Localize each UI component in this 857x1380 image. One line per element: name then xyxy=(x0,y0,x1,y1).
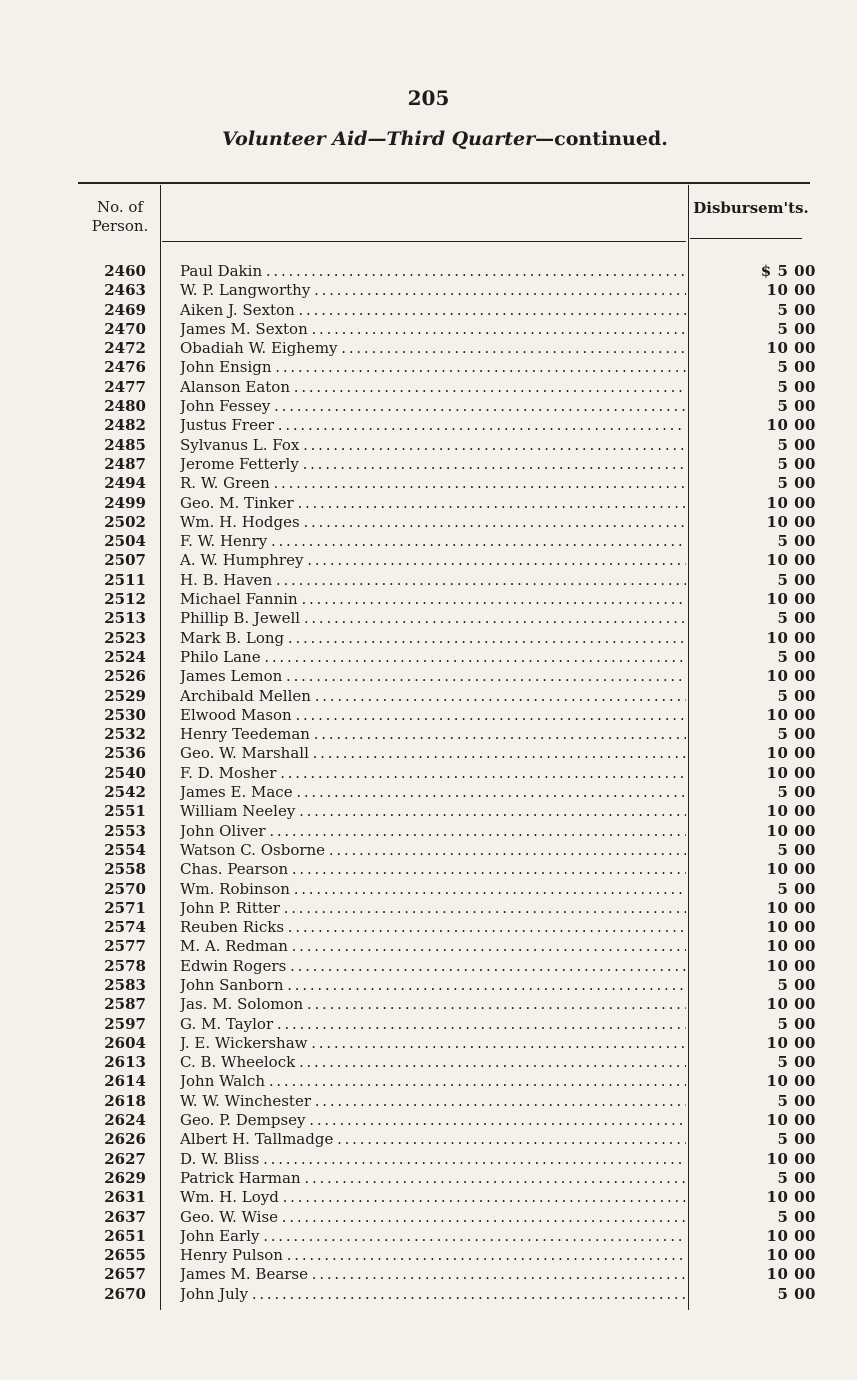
person-number: 2524 xyxy=(104,647,146,666)
person-name: Reuben Ricks . . . xyxy=(180,918,686,937)
table-row xyxy=(0,339,857,358)
disbursement-amount: 5 00 xyxy=(777,840,816,859)
disbursement-amount: 10 00 xyxy=(766,995,816,1014)
person-number: 2507 xyxy=(104,551,146,570)
person-name: John Oliver . . . xyxy=(180,822,686,841)
person-number: 2631 xyxy=(104,1188,146,1207)
table-row xyxy=(0,764,857,783)
person-name: Geo. M. Tinker . . . xyxy=(180,494,686,513)
person-name: M. A. Redman . . . xyxy=(180,937,686,956)
person-name: F. D. Mosher . . . xyxy=(180,764,686,783)
disbursement-amount: 10 00 xyxy=(766,937,816,956)
person-name: Alanson Eaton . . . xyxy=(180,378,686,397)
table-row xyxy=(0,667,857,686)
person-number: 2540 xyxy=(104,763,146,782)
person-number: 2558 xyxy=(104,860,146,879)
disbursement-amount: 5 00 xyxy=(777,454,816,473)
disbursement-amount: 10 00 xyxy=(766,705,816,724)
person-number: 2480 xyxy=(104,397,146,416)
person-name: James Lemon . . . xyxy=(180,667,686,686)
person-number: 2487 xyxy=(104,454,146,473)
person-name: Justus Freer . . . xyxy=(180,416,686,435)
person-number: 2469 xyxy=(104,300,146,319)
ledger-rows xyxy=(0,262,857,1304)
person-number: 2627 xyxy=(104,1149,146,1168)
person-number: 2553 xyxy=(104,821,146,840)
table-row xyxy=(0,494,857,513)
person-name: John P. Ritter . . . xyxy=(180,899,686,918)
table-row xyxy=(0,706,857,725)
person-name: Chas. Pearson . . . xyxy=(180,860,686,879)
person-name: Henry Teedeman . . . xyxy=(180,725,686,744)
table-row xyxy=(0,976,857,995)
disbursement-amount: 10 00 xyxy=(766,956,816,975)
person-name: Wm. H. Hodges . . . xyxy=(180,513,686,532)
person-number: 2511 xyxy=(104,570,146,589)
person-number: 2618 xyxy=(104,1091,146,1110)
person-number: 2570 xyxy=(104,879,146,898)
table-row xyxy=(0,957,857,976)
table-row xyxy=(0,1208,857,1227)
table-row xyxy=(0,609,857,628)
person-number: 2513 xyxy=(104,609,146,628)
table-row xyxy=(0,397,857,416)
person-name: John Early . . . xyxy=(180,1227,686,1246)
person-name: Geo. W. Marshall . . . xyxy=(180,744,686,763)
person-number: 2529 xyxy=(104,686,146,705)
table-row xyxy=(0,918,857,937)
table-row xyxy=(0,783,857,802)
table-row xyxy=(0,1111,857,1130)
person-number: 2532 xyxy=(104,725,146,744)
person-number: 2624 xyxy=(104,1111,146,1130)
person-number: 2470 xyxy=(104,319,146,338)
table-row xyxy=(0,551,857,570)
table-row xyxy=(0,725,857,744)
person-number: 2512 xyxy=(104,590,146,609)
person-number: 2494 xyxy=(104,474,146,493)
disbursement-amount: 10 00 xyxy=(766,1149,816,1168)
person-name: Jas. M. Solomon . . . xyxy=(180,995,686,1014)
person-name: R. W. Green . . . xyxy=(180,474,686,493)
disbursement-amount: 5 00 xyxy=(777,686,816,705)
table-row xyxy=(0,513,857,532)
disbursement-amount: 10 00 xyxy=(766,1111,816,1130)
disbursement-amount: 5 00 xyxy=(777,647,816,666)
person-number: 2463 xyxy=(104,281,146,300)
disbursement-amount: 10 00 xyxy=(766,763,816,782)
person-name: A. W. Humphrey . . . xyxy=(180,551,686,570)
disbursement-amount: 10 00 xyxy=(766,1246,816,1265)
disbursement-amount: 10 00 xyxy=(766,628,816,647)
person-name: Aiken J. Sexton . . . xyxy=(180,301,686,320)
page-title xyxy=(0,128,857,150)
disbursement-amount: 10 00 xyxy=(766,551,816,570)
table-row xyxy=(0,281,857,300)
disbursement-amount: 5 00 xyxy=(777,435,816,454)
disbursement-amount: 10 00 xyxy=(766,744,816,763)
person-name: Geo. W. Wise . . . xyxy=(180,1208,686,1227)
person-number: 2530 xyxy=(104,705,146,724)
title-rest: —continued. xyxy=(535,128,668,150)
disbursement-amount: 5 00 xyxy=(777,1130,816,1149)
table-row xyxy=(0,590,857,609)
table-row xyxy=(0,1150,857,1169)
person-name: D. W. Bliss . . . xyxy=(180,1150,686,1169)
disbursement-amount: 5 00 xyxy=(777,1168,816,1187)
person-number: 2574 xyxy=(104,918,146,937)
person-name: H. B. Haven . . . xyxy=(180,571,686,590)
person-name: Michael Fannin . . . xyxy=(180,590,686,609)
person-name: Obadiah W. Eighemy . . . xyxy=(180,339,686,358)
person-name: Patrick Harman . . . xyxy=(180,1169,686,1188)
disbursement-amount: 5 00 xyxy=(777,300,816,319)
person-name: F. W. Henry . . . xyxy=(180,532,686,551)
table-row xyxy=(0,860,857,879)
disbursement-amount: 5 00 xyxy=(777,1207,816,1226)
person-name: Paul Dakin . . . xyxy=(180,262,686,281)
person-number: 2523 xyxy=(104,628,146,647)
disbursement-amount: 5 00 xyxy=(777,975,816,994)
table-top-rule xyxy=(78,182,810,184)
person-number: 2482 xyxy=(104,416,146,435)
header-bottom-rule xyxy=(162,241,686,242)
person-name: William Neeley . . . xyxy=(180,802,686,821)
person-name: Jerome Fetterly . . . xyxy=(180,455,686,474)
table-row xyxy=(0,1285,857,1304)
person-number: 2472 xyxy=(104,339,146,358)
disbursement-amount: 5 00 xyxy=(777,532,816,551)
person-number: 2629 xyxy=(104,1168,146,1187)
person-name: Sylvanus L. Fox . . . xyxy=(180,436,686,455)
table-row xyxy=(0,474,857,493)
disbursement-amount: 5 00 xyxy=(777,1284,816,1303)
disbursement-amount: 5 00 xyxy=(777,1053,816,1072)
person-name: Mark B. Long . . . xyxy=(180,629,686,648)
disbursement-amount: 10 00 xyxy=(766,493,816,512)
person-number: 2526 xyxy=(104,667,146,686)
table-row xyxy=(0,1053,857,1072)
person-name: C. B. Wheelock . . . xyxy=(180,1053,686,1072)
person-number: 2626 xyxy=(104,1130,146,1149)
table-row xyxy=(0,1072,857,1091)
table-row xyxy=(0,1188,857,1207)
disbursement-amount: 10 00 xyxy=(766,1226,816,1245)
disbursement-amount: 5 00 xyxy=(777,1091,816,1110)
table-row xyxy=(0,301,857,320)
disbursement-amount: 5 00 xyxy=(777,397,816,416)
disbursement-amount: 10 00 xyxy=(766,512,816,531)
disbursement-amount: 10 00 xyxy=(766,590,816,609)
disbursement-amount: 5 00 xyxy=(777,609,816,628)
page-number: 205 xyxy=(407,86,450,110)
table-row xyxy=(0,1169,857,1188)
person-number: 2502 xyxy=(104,512,146,531)
table-row xyxy=(0,1130,857,1149)
person-number: 2499 xyxy=(104,493,146,512)
table-row xyxy=(0,532,857,551)
table-row xyxy=(0,1034,857,1053)
person-name: James M. Sexton . . . xyxy=(180,320,686,339)
person-name: John Ensign . . . xyxy=(180,358,686,377)
person-number: 2614 xyxy=(104,1072,146,1091)
person-number: 2542 xyxy=(104,783,146,802)
person-number: 2587 xyxy=(104,995,146,1014)
table-row xyxy=(0,436,857,455)
person-name: G. M. Taylor . . . xyxy=(180,1015,686,1034)
table-row xyxy=(0,358,857,377)
disbursement-amount: 5 00 xyxy=(777,1014,816,1033)
disbursement-amount: 5 00 xyxy=(777,377,816,396)
person-name: Geo. P. Dempsey . . . xyxy=(180,1111,686,1130)
person-name: Wm. H. Loyd . . . xyxy=(180,1188,686,1207)
person-number: 2613 xyxy=(104,1053,146,1072)
person-number: 2597 xyxy=(104,1014,146,1033)
person-name: John July . . . xyxy=(180,1285,686,1304)
person-name: W. W. Winchester . . . xyxy=(180,1092,686,1111)
table-row xyxy=(0,1227,857,1246)
person-name: J. E. Wickershaw . . . xyxy=(180,1034,686,1053)
table-row xyxy=(0,1265,857,1284)
person-name: Edwin Rogers . . . xyxy=(180,957,686,976)
person-number: 2504 xyxy=(104,532,146,551)
table-row xyxy=(0,822,857,841)
person-number: 2651 xyxy=(104,1226,146,1245)
table-row xyxy=(0,571,857,590)
person-number: 2554 xyxy=(104,840,146,859)
disbursement-amount: 5 00 xyxy=(777,319,816,338)
person-number: 2577 xyxy=(104,937,146,956)
disbursement-amount: 10 00 xyxy=(766,416,816,435)
person-name: Phillip B. Jewell . . . xyxy=(180,609,686,628)
table-row xyxy=(0,802,857,821)
person-number: 2583 xyxy=(104,975,146,994)
person-name: Henry Pulson . . . xyxy=(180,1246,686,1265)
person-name: Wm. Robinson . . . xyxy=(180,880,686,899)
table-row xyxy=(0,1015,857,1034)
table-row xyxy=(0,378,857,397)
title-italic: Volunteer Aid—Third Quarter xyxy=(222,128,536,150)
disbursement-amount: 5 00 xyxy=(777,783,816,802)
person-number: 2551 xyxy=(104,802,146,821)
disbursement-amount: 5 00 xyxy=(777,474,816,493)
person-name: Elwood Mason . . . xyxy=(180,706,686,725)
disbursement-amount: 10 00 xyxy=(766,281,816,300)
disbursement-amount: 10 00 xyxy=(766,918,816,937)
table-row xyxy=(0,416,857,435)
disbursement-amount: 5 00 xyxy=(777,725,816,744)
table-row xyxy=(0,880,857,899)
table-row xyxy=(0,262,857,281)
person-number: 2485 xyxy=(104,435,146,454)
disbursement-amount: 10 00 xyxy=(766,860,816,879)
person-number: 2571 xyxy=(104,898,146,917)
table-row xyxy=(0,937,857,956)
table-row xyxy=(0,629,857,648)
disbursement-amount: 10 00 xyxy=(766,821,816,840)
disbursement-amount: 10 00 xyxy=(766,1033,816,1052)
person-number: 2655 xyxy=(104,1246,146,1265)
person-name: John Fessey . . . xyxy=(180,397,686,416)
disbursement-amount: 10 00 xyxy=(766,898,816,917)
person-number: 2670 xyxy=(104,1284,146,1303)
disbursement-amount: 10 00 xyxy=(766,667,816,686)
table-row xyxy=(0,744,857,763)
disbursement-amount: 10 00 xyxy=(766,339,816,358)
person-name: Watson C. Osborne . . . xyxy=(180,841,686,860)
table-row xyxy=(0,1246,857,1265)
table-row xyxy=(0,455,857,474)
person-number: 2578 xyxy=(104,956,146,975)
person-name: Philo Lane . . . xyxy=(180,648,686,667)
disbursement-amount: 5 00 xyxy=(777,879,816,898)
disbursement-amount: 10 00 xyxy=(766,1188,816,1207)
table-row xyxy=(0,995,857,1014)
person-name: James M. Bearse . . . xyxy=(180,1265,686,1284)
table-row xyxy=(0,687,857,706)
column-header-number: No. of Person. xyxy=(91,198,149,235)
person-number: 2536 xyxy=(104,744,146,763)
disbursement-amount: 10 00 xyxy=(766,802,816,821)
table-row xyxy=(0,899,857,918)
person-name: Albert H. Tallmadge . . . xyxy=(180,1130,686,1149)
table-row xyxy=(0,648,857,667)
column-header-disbursements: Disbursem'ts. xyxy=(693,199,809,217)
header-bottom-rule-amount xyxy=(690,238,802,239)
person-number: 2637 xyxy=(104,1207,146,1226)
disbursement-amount: 5 00 xyxy=(777,358,816,377)
person-name: John Walch . . . xyxy=(180,1072,686,1091)
disbursement-amount: $ 5 00 xyxy=(760,262,816,280)
person-name: W. P. Langworthy . . . xyxy=(180,281,686,300)
person-number: 2657 xyxy=(104,1265,146,1284)
disbursement-amount: 5 00 xyxy=(777,570,816,589)
table-row xyxy=(0,1092,857,1111)
person-number: 2477 xyxy=(104,377,146,396)
table-row xyxy=(0,841,857,860)
table-row xyxy=(0,320,857,339)
person-name: John Sanborn . . . xyxy=(180,976,686,995)
person-number: 2460 xyxy=(104,262,146,280)
person-name: James E. Mace . . . xyxy=(180,783,686,802)
person-number: 2476 xyxy=(104,358,146,377)
person-number: 2604 xyxy=(104,1033,146,1052)
disbursement-amount: 10 00 xyxy=(766,1072,816,1091)
person-name: Archibald Mellen . . . xyxy=(180,687,686,706)
disbursement-amount: 10 00 xyxy=(766,1265,816,1284)
